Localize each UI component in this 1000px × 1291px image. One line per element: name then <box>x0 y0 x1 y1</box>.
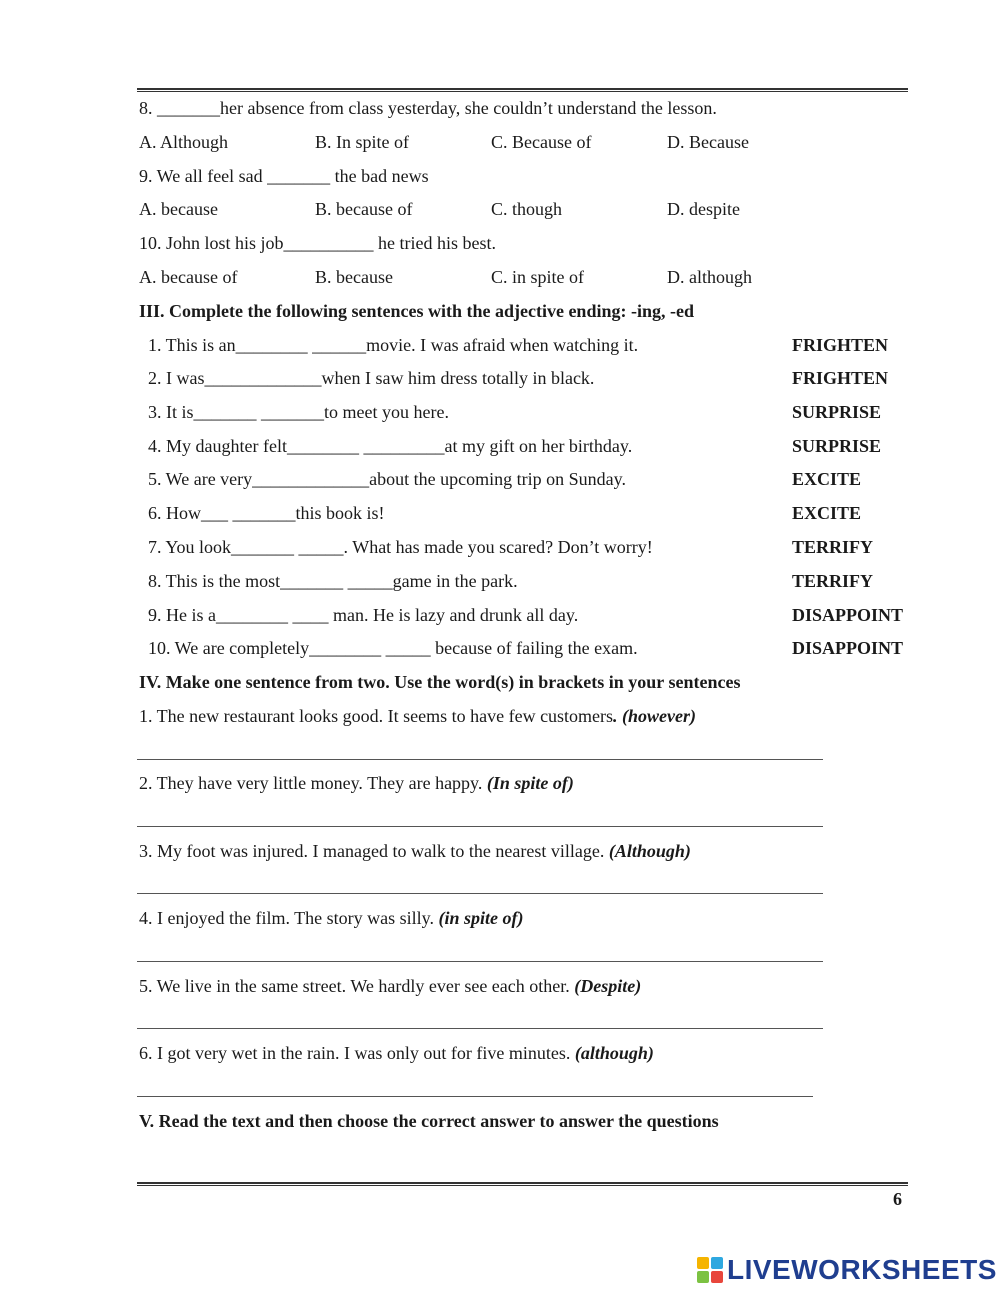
logo-tile <box>711 1257 723 1269</box>
s3-word-6: EXCITE <box>792 503 862 523</box>
s3-word-8: TERRIFY <box>792 571 874 591</box>
logo-text: LIVEWORKSHEETS <box>727 1254 997 1285</box>
option-8a[interactable]: A. Although <box>139 132 229 152</box>
s3-item-2: 2. I was_____________when I saw him dress totally in black. <box>148 368 595 388</box>
s4-answer-line-2[interactable] <box>137 826 823 827</box>
s3-item-9: 9. He is a________ ____ man. He is lazy and drunk all day. <box>148 605 579 625</box>
option-10b[interactable]: B. because <box>315 267 393 287</box>
s3-word-10: DISAPPOINT <box>792 638 904 658</box>
s4-item-2-text: 2. They have very little money. They are happy. <box>139 773 487 793</box>
s4-answer-line-4[interactable] <box>137 961 823 962</box>
page-number: 6 <box>893 1189 902 1209</box>
s4-answer-line-5[interactable] <box>137 1028 823 1029</box>
liveworksheets-logo <box>697 1254 997 1286</box>
question-10: 10. John lost his job__________ he tried his best. <box>139 233 496 253</box>
option-10c[interactable]: C. in spite of <box>491 267 584 287</box>
option-8c[interactable]: C. Because of <box>491 132 592 152</box>
option-10a[interactable]: A. because of <box>139 267 238 287</box>
s4-answer-line-6[interactable] <box>137 1096 813 1097</box>
s3-item-5: 5. We are very_____________about the upcoming trip on Sunday. <box>148 469 626 489</box>
logo-tile <box>711 1271 723 1283</box>
s4-item-5 <box>139 975 641 997</box>
s4-item-6-hint: (although) <box>574 1043 654 1063</box>
question-9: 9. We all feel sad _______ the bad news <box>139 166 429 186</box>
s4-answer-line-1[interactable] <box>137 759 823 760</box>
s4-item-2-hint: (In spite of) <box>486 773 574 793</box>
s4-item-1-hint: . (however) <box>613 706 697 726</box>
option-8b[interactable]: B. In spite of <box>315 132 409 152</box>
s3-item-1: 1. This is an________ ______movie. I was afraid when watching it. <box>148 335 639 355</box>
s3-item-8: 8. This is the most_______ _____game in the park. <box>148 571 518 591</box>
section-3-heading: III. Complete the following sentences with the adjective ending: -ing, -ed <box>139 301 694 321</box>
option-9a[interactable]: A. because <box>139 199 218 219</box>
section-5-heading: V. Read the text and then choose the correct answer to answer the questions <box>139 1111 719 1131</box>
question-8: 8. _______her absence from class yesterday, she couldn’t understand the lesson. <box>139 98 717 118</box>
option-9c[interactable]: C. though <box>491 199 563 219</box>
s3-item-4: 4. My daughter felt________ _________at my gift on her birthday. <box>148 436 633 456</box>
s3-word-7: TERRIFY <box>792 537 874 557</box>
logo-mark-icon <box>697 1257 723 1283</box>
section-4-number: IV <box>139 672 157 692</box>
section-4-heading <box>139 671 740 693</box>
section-4-title: . Make one sentence from two. Use the word(s) in brackets in your sentences <box>156 672 741 692</box>
s4-item-1 <box>139 705 696 727</box>
s4-item-5-hint: (Despite) <box>574 976 642 996</box>
s3-item-7: 7. You look_______ _____. What has made you scared? Don’t worry! <box>148 537 653 557</box>
s3-word-4: SURPRISE <box>792 436 882 456</box>
logo-tile <box>697 1271 709 1283</box>
option-10d[interactable]: D. although <box>667 267 752 287</box>
logo-tile <box>697 1257 709 1269</box>
option-8d[interactable]: D. Because <box>667 132 749 152</box>
s4-item-4-hint: (in spite of) <box>438 908 524 928</box>
s4-item-3-text: 3. My foot was injured. I managed to walk to the nearest village. <box>139 841 609 861</box>
s4-item-1-text: 1. The new restaurant looks good. It seems to have few customers <box>139 706 614 726</box>
option-9d[interactable]: D. despite <box>667 199 740 219</box>
s4-item-4-text: 4. I enjoyed the film. The story was silly. <box>139 908 439 928</box>
s4-item-2 <box>139 772 574 794</box>
s4-item-3 <box>139 840 691 862</box>
s3-item-3: 3. It is_______ _______to meet you here. <box>148 402 449 422</box>
s4-item-3-hint: (Although) <box>608 841 691 861</box>
s3-item-6: 6. How___ _______this book is! <box>148 503 385 523</box>
s4-item-5-text: 5. We live in the same street. We hardly ever see each other. <box>139 976 575 996</box>
s3-word-3: SURPRISE <box>792 402 882 422</box>
option-9b[interactable]: B. because of <box>315 199 413 219</box>
bottom-rule <box>137 1182 908 1186</box>
s3-item-10: 10. We are completely________ _____ because of failing the exam. <box>148 638 638 658</box>
s3-word-1: FRIGHTEN <box>792 335 889 355</box>
s4-item-6-text: 6. I got very wet in the rain. I was only out for five minutes. <box>139 1043 575 1063</box>
s3-word-2: FRIGHTEN <box>792 368 889 388</box>
s4-answer-line-3[interactable] <box>137 893 823 894</box>
s4-item-6 <box>139 1042 654 1064</box>
s3-word-5: EXCITE <box>792 469 862 489</box>
s4-item-4 <box>139 907 523 929</box>
s3-word-9: DISAPPOINT <box>792 605 904 625</box>
top-rule <box>137 88 908 92</box>
